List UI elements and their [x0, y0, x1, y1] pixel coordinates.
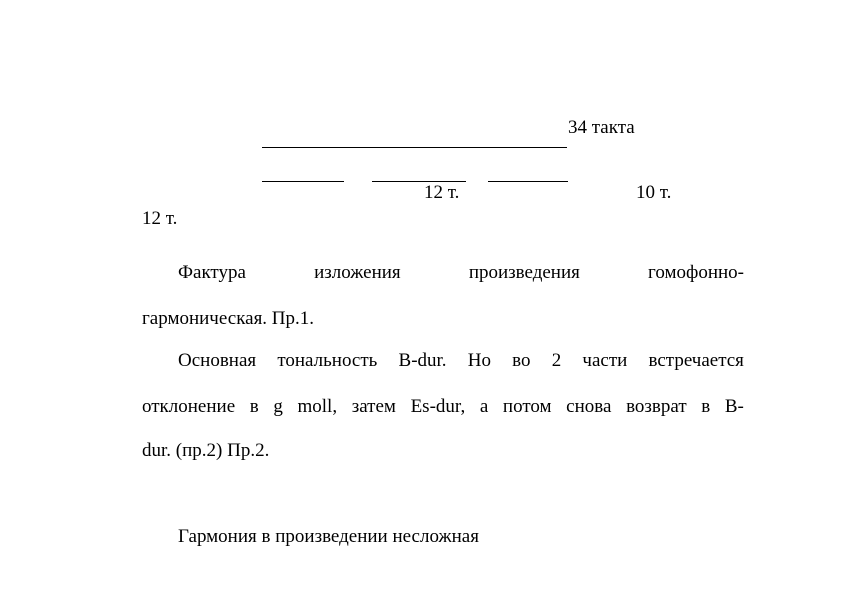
scheme-total-line	[262, 147, 567, 148]
scheme-part-left-label: 12 т.	[142, 208, 178, 229]
word: тональность	[277, 350, 378, 371]
word: Es-dur,	[410, 396, 466, 417]
word: потом	[502, 396, 552, 417]
word: 2	[551, 350, 562, 371]
word: B-	[724, 396, 744, 417]
scheme-part-right-label: 10 т.	[636, 182, 672, 203]
word: во	[512, 350, 531, 371]
paragraph-line	[142, 262, 744, 284]
word: возврат	[626, 396, 687, 417]
scheme-part3-line	[488, 181, 568, 182]
word: Основная	[178, 350, 257, 371]
scheme-total-label: 34 такта	[568, 117, 635, 138]
word: Фактура	[178, 262, 246, 283]
word: B-dur.	[398, 350, 447, 371]
word: отклонение	[142, 396, 236, 417]
paragraph-line: гармоническая. Пр.1.	[142, 308, 315, 329]
paragraph-texture	[142, 262, 744, 284]
word: Но	[467, 350, 491, 371]
scheme-part2-label: 12 т.	[424, 182, 460, 203]
scheme-part1-line	[262, 181, 344, 182]
word: изложения	[314, 262, 401, 283]
paragraph-tonality	[142, 350, 744, 372]
word: в	[701, 396, 711, 417]
word: а	[479, 396, 489, 417]
word: g	[273, 396, 283, 417]
word: затем	[351, 396, 396, 417]
word: встречается	[648, 350, 744, 371]
paragraph-line	[142, 396, 744, 418]
word: гомофонно-	[648, 262, 744, 283]
word: moll,	[297, 396, 338, 417]
word: снова	[566, 396, 612, 417]
word: в	[249, 396, 259, 417]
paragraph-line: dur. (пр.2) Пр.2.	[142, 440, 270, 461]
word: произведения	[468, 262, 580, 283]
paragraph-tonality-line2	[142, 396, 744, 418]
word: части	[582, 350, 628, 371]
paragraph-harmony: Гармония в произведении несложная	[178, 526, 479, 547]
paragraph-line	[142, 350, 744, 372]
